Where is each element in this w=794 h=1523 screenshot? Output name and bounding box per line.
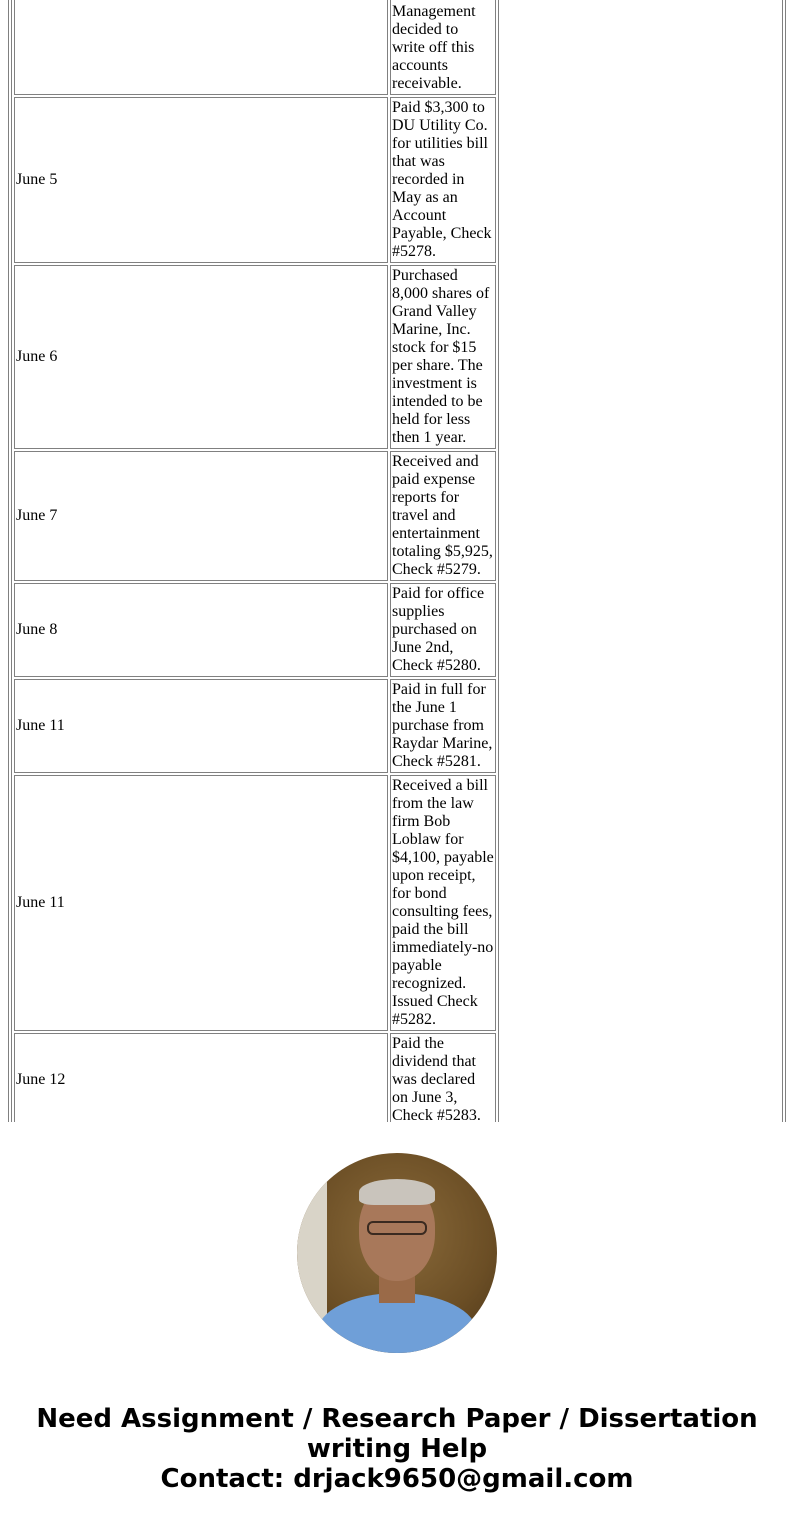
date-cell: June 11 (14, 679, 388, 773)
description-cell: Purchased 8,000 shares of Grand Valley Marine, Inc. stock for $15 per share. The investment is intended to be held for less then 1 year. (390, 265, 496, 449)
table-row (14, 1033, 496, 1122)
date-cell: June 12 (14, 1033, 388, 1122)
promo-banner (0, 1122, 794, 1523)
promo-text (0, 1404, 794, 1494)
date-cell: June 8 (14, 583, 388, 677)
date-cell (14, 0, 388, 95)
date-cell: June 11 (14, 775, 388, 1031)
description-cell: Paid $3,300 to DU Utility Co. for utilities bill that was recorded in May as an Account Payable, Check #5278. (390, 97, 496, 263)
date-cell: June 7 (14, 451, 388, 581)
table-row (14, 265, 496, 449)
table-row (14, 451, 496, 581)
description-cell: Received a bill from the law firm Bob Loblaw for $4,100, payable upon receipt, for bond consulting fees, paid the bill immediately-no payable recognized. Issued Check #5282. (390, 775, 496, 1031)
description-cell: Paid the dividend that was declared on June 3, Check #5283. (390, 1033, 496, 1122)
date-cell: June 5 (14, 97, 388, 263)
avatar (297, 1153, 497, 1353)
table-row (14, 0, 496, 95)
table-row (14, 679, 496, 773)
table-row (14, 583, 496, 677)
description-cell: Received and paid expense reports for travel and entertainment totaling $5,925, Check #5279. (390, 451, 496, 581)
promo-contact: Contact: drjack9650@gmail.com (160, 1464, 634, 1494)
description-cell: Paid in full for the June 1 purchase from Raydar Marine, Check #5281. (390, 679, 496, 773)
table-row (14, 97, 496, 263)
description-cell: Management decided to write off this accounts receivable. (390, 0, 496, 95)
transactions-table (11, 0, 499, 1122)
description-cell: Paid for office supplies purchased on June 2nd, Check #5280. (390, 583, 496, 677)
date-cell: June 6 (14, 265, 388, 449)
promo-headline: Need Assignment / Research Paper / Dissertation writing Help (36, 1404, 758, 1464)
table-row (14, 775, 496, 1031)
